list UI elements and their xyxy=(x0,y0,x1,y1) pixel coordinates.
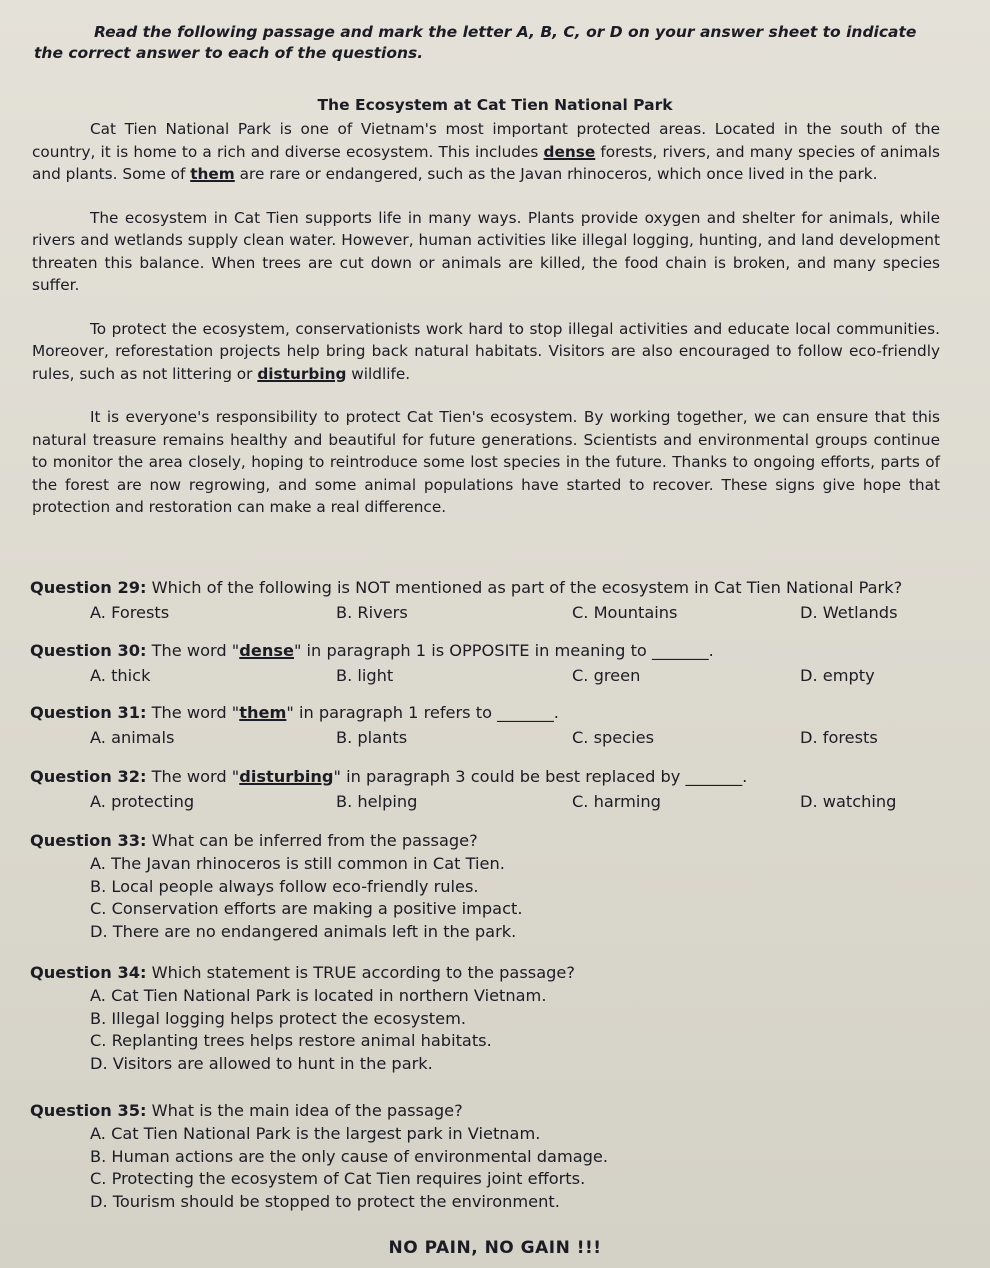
question-32-stem xyxy=(30,766,960,788)
question-34-options xyxy=(30,985,960,1075)
paragraph-2: The ecosystem in Cat Tien supports life in many ways. Plants provide oxygen and shelter for animals, while rivers and wetlands supply clean water. However, human activities like illegal logging, hunting, and land development threaten this balance. When trees are cut down or animals are killed, the food chain is broken, and many species suffer. xyxy=(32,208,940,294)
underlined-word-them: them xyxy=(190,165,235,183)
question-30-options xyxy=(30,666,960,685)
question-32-label: Question 32: xyxy=(30,767,147,786)
option-a[interactable]: A. protecting xyxy=(90,792,195,811)
question-30-pre: The word " xyxy=(146,641,240,660)
question-30-stem xyxy=(30,640,960,662)
paragraph-1-text-b: forests, rivers, and many species of animals and plants. Some of xyxy=(32,142,940,183)
question-31-word: them xyxy=(239,703,287,722)
paragraph-3-text-a: To protect the ecosystem, conservationists work hard to stop illegal activities and educate local communities. Moreover, reforestation projects help bring back natural habitats. Visitors are also encouraged to follow eco-friendly rules, such as not littering or xyxy=(32,319,940,383)
question-33-text: What can be inferred from the passage? xyxy=(146,831,478,850)
option-b[interactable]: B. plants xyxy=(336,728,408,747)
option-a[interactable]: A. animals xyxy=(90,728,175,747)
question-31-label: Question 31: xyxy=(30,703,147,722)
option-a[interactable]: A. Cat Tien National Park is the largest park in Vietnam. xyxy=(90,1124,541,1143)
option-a[interactable]: A. The Javan rhinoceros is still common in Cat Tien. xyxy=(90,854,505,873)
question-29-stem xyxy=(30,577,960,599)
question-30-label: Question 30: xyxy=(30,641,147,660)
option-d[interactable]: D. forests xyxy=(800,728,878,747)
instructions-line-1: Read the following passage and mark the letter A, B, C, or D on your answer sheet to indicate xyxy=(94,23,917,41)
question-31-options xyxy=(30,728,960,747)
question-31-post: " in paragraph 1 refers to _______. xyxy=(286,703,559,722)
question-34-stem xyxy=(30,962,960,984)
underlined-word-dense: dense xyxy=(543,142,596,161)
option-b[interactable]: B. light xyxy=(336,666,394,685)
question-31-pre: The word " xyxy=(146,703,240,722)
option-d[interactable]: D. Visitors are allowed to hunt in the park. xyxy=(90,1053,433,1073)
question-31-stem xyxy=(30,702,960,724)
option-a[interactable]: A. Cat Tien National Park is located in northern Vietnam. xyxy=(90,986,547,1005)
question-32 xyxy=(30,766,960,811)
option-b[interactable]: B. Illegal logging helps protect the ecosystem. xyxy=(90,1008,466,1028)
option-a[interactable]: A. Forests xyxy=(90,603,170,622)
passage-title: The Ecosystem at Cat Tien National Park xyxy=(317,96,673,114)
option-a[interactable]: A. thick xyxy=(90,666,151,685)
paragraph-4: It is everyone's responsibility to protect Cat Tien's ecosystem. By working together, we can ensure that this natural treasure remains healthy and beautiful for future generations. Scientists and environmental groups continue to monitor the area closely, hoping to reintroduce some lost species in the future. Thanks to ongoing efforts, parts of the forest are now regrowing, and some animal populations have started to recover. These signs give hope that protection and restoration can make a real difference. xyxy=(32,408,940,516)
question-32-post: " in paragraph 3 could be best replaced by _______. xyxy=(333,767,748,786)
instructions xyxy=(34,22,954,64)
question-35-text: What is the main idea of the passage? xyxy=(146,1101,463,1120)
question-32-pre: The word " xyxy=(146,767,240,786)
option-d[interactable]: D. Wetlands xyxy=(800,603,898,622)
option-d[interactable]: D. There are no endangered animals left in the park. xyxy=(90,921,517,941)
paragraph-3 xyxy=(32,318,940,386)
question-34-label: Question 34: xyxy=(30,963,147,982)
option-b[interactable]: B. helping xyxy=(336,792,418,811)
question-33-label: Question 33: xyxy=(30,831,147,850)
reading-passage xyxy=(32,118,940,540)
question-35-label: Question 35: xyxy=(30,1101,147,1120)
option-c[interactable]: C. Mountains xyxy=(572,603,678,622)
option-b[interactable]: B. Rivers xyxy=(336,603,408,622)
question-30-post: " in paragraph 1 is OPPOSITE in meaning to _______. xyxy=(293,641,714,660)
question-32-word: disturbing xyxy=(239,767,334,786)
question-29 xyxy=(30,577,960,622)
paragraph-1-text-c: are rare or endangered, such as the Javan rhinoceros, which once lived in the park. xyxy=(234,165,878,183)
option-c[interactable]: C. harming xyxy=(572,792,661,811)
paragraph-3-text-b: wildlife. xyxy=(346,364,411,383)
question-29-label: Question 29: xyxy=(30,578,147,597)
option-c[interactable]: C. Replanting trees helps restore animal habitats. xyxy=(90,1031,492,1050)
option-b[interactable]: B. Human actions are the only cause of environmental damage. xyxy=(90,1146,609,1166)
question-30 xyxy=(30,640,960,685)
option-c[interactable]: C. green xyxy=(572,666,641,685)
instructions-line-2: the correct answer to each of the questions. xyxy=(34,44,424,62)
question-33 xyxy=(30,830,960,943)
question-35-stem xyxy=(30,1100,960,1122)
question-32-options xyxy=(30,792,960,811)
question-35-options xyxy=(30,1123,960,1213)
option-d[interactable]: D. Tourism should be stopped to protect the environment. xyxy=(90,1191,560,1211)
option-d[interactable]: D. empty xyxy=(800,666,875,685)
question-29-text: Which of the following is NOT mentioned as part of the ecosystem in Cat Tien National Park? xyxy=(146,578,903,597)
option-d[interactable]: D. watching xyxy=(800,792,897,811)
footer-motto: NO PAIN, NO GAIN !!! xyxy=(388,1238,602,1258)
question-29-options xyxy=(30,603,960,622)
question-33-options xyxy=(30,853,960,943)
paragraph-1-text-a: Cat Tien National Park is one of Vietnam's most important protected areas. Located in the south of the country, it is home to a rich and diverse ecosystem. This includes xyxy=(32,120,940,161)
question-31 xyxy=(30,702,960,747)
option-b[interactable]: B. Local people always follow eco-friendly rules. xyxy=(90,876,479,896)
option-c[interactable]: C. Conservation efforts are making a positive impact. xyxy=(90,899,523,918)
option-c[interactable]: C. Protecting the ecosystem of Cat Tien requires joint efforts. xyxy=(90,1169,586,1188)
question-34-text: Which statement is TRUE according to the passage? xyxy=(146,963,575,982)
question-34 xyxy=(30,962,960,1075)
question-33-stem xyxy=(30,830,960,852)
question-30-word: dense xyxy=(239,641,294,660)
option-c[interactable]: C. species xyxy=(572,728,655,747)
paragraph-1 xyxy=(32,118,940,186)
question-35 xyxy=(30,1100,960,1213)
underlined-word-disturbing: disturbing xyxy=(257,364,347,383)
